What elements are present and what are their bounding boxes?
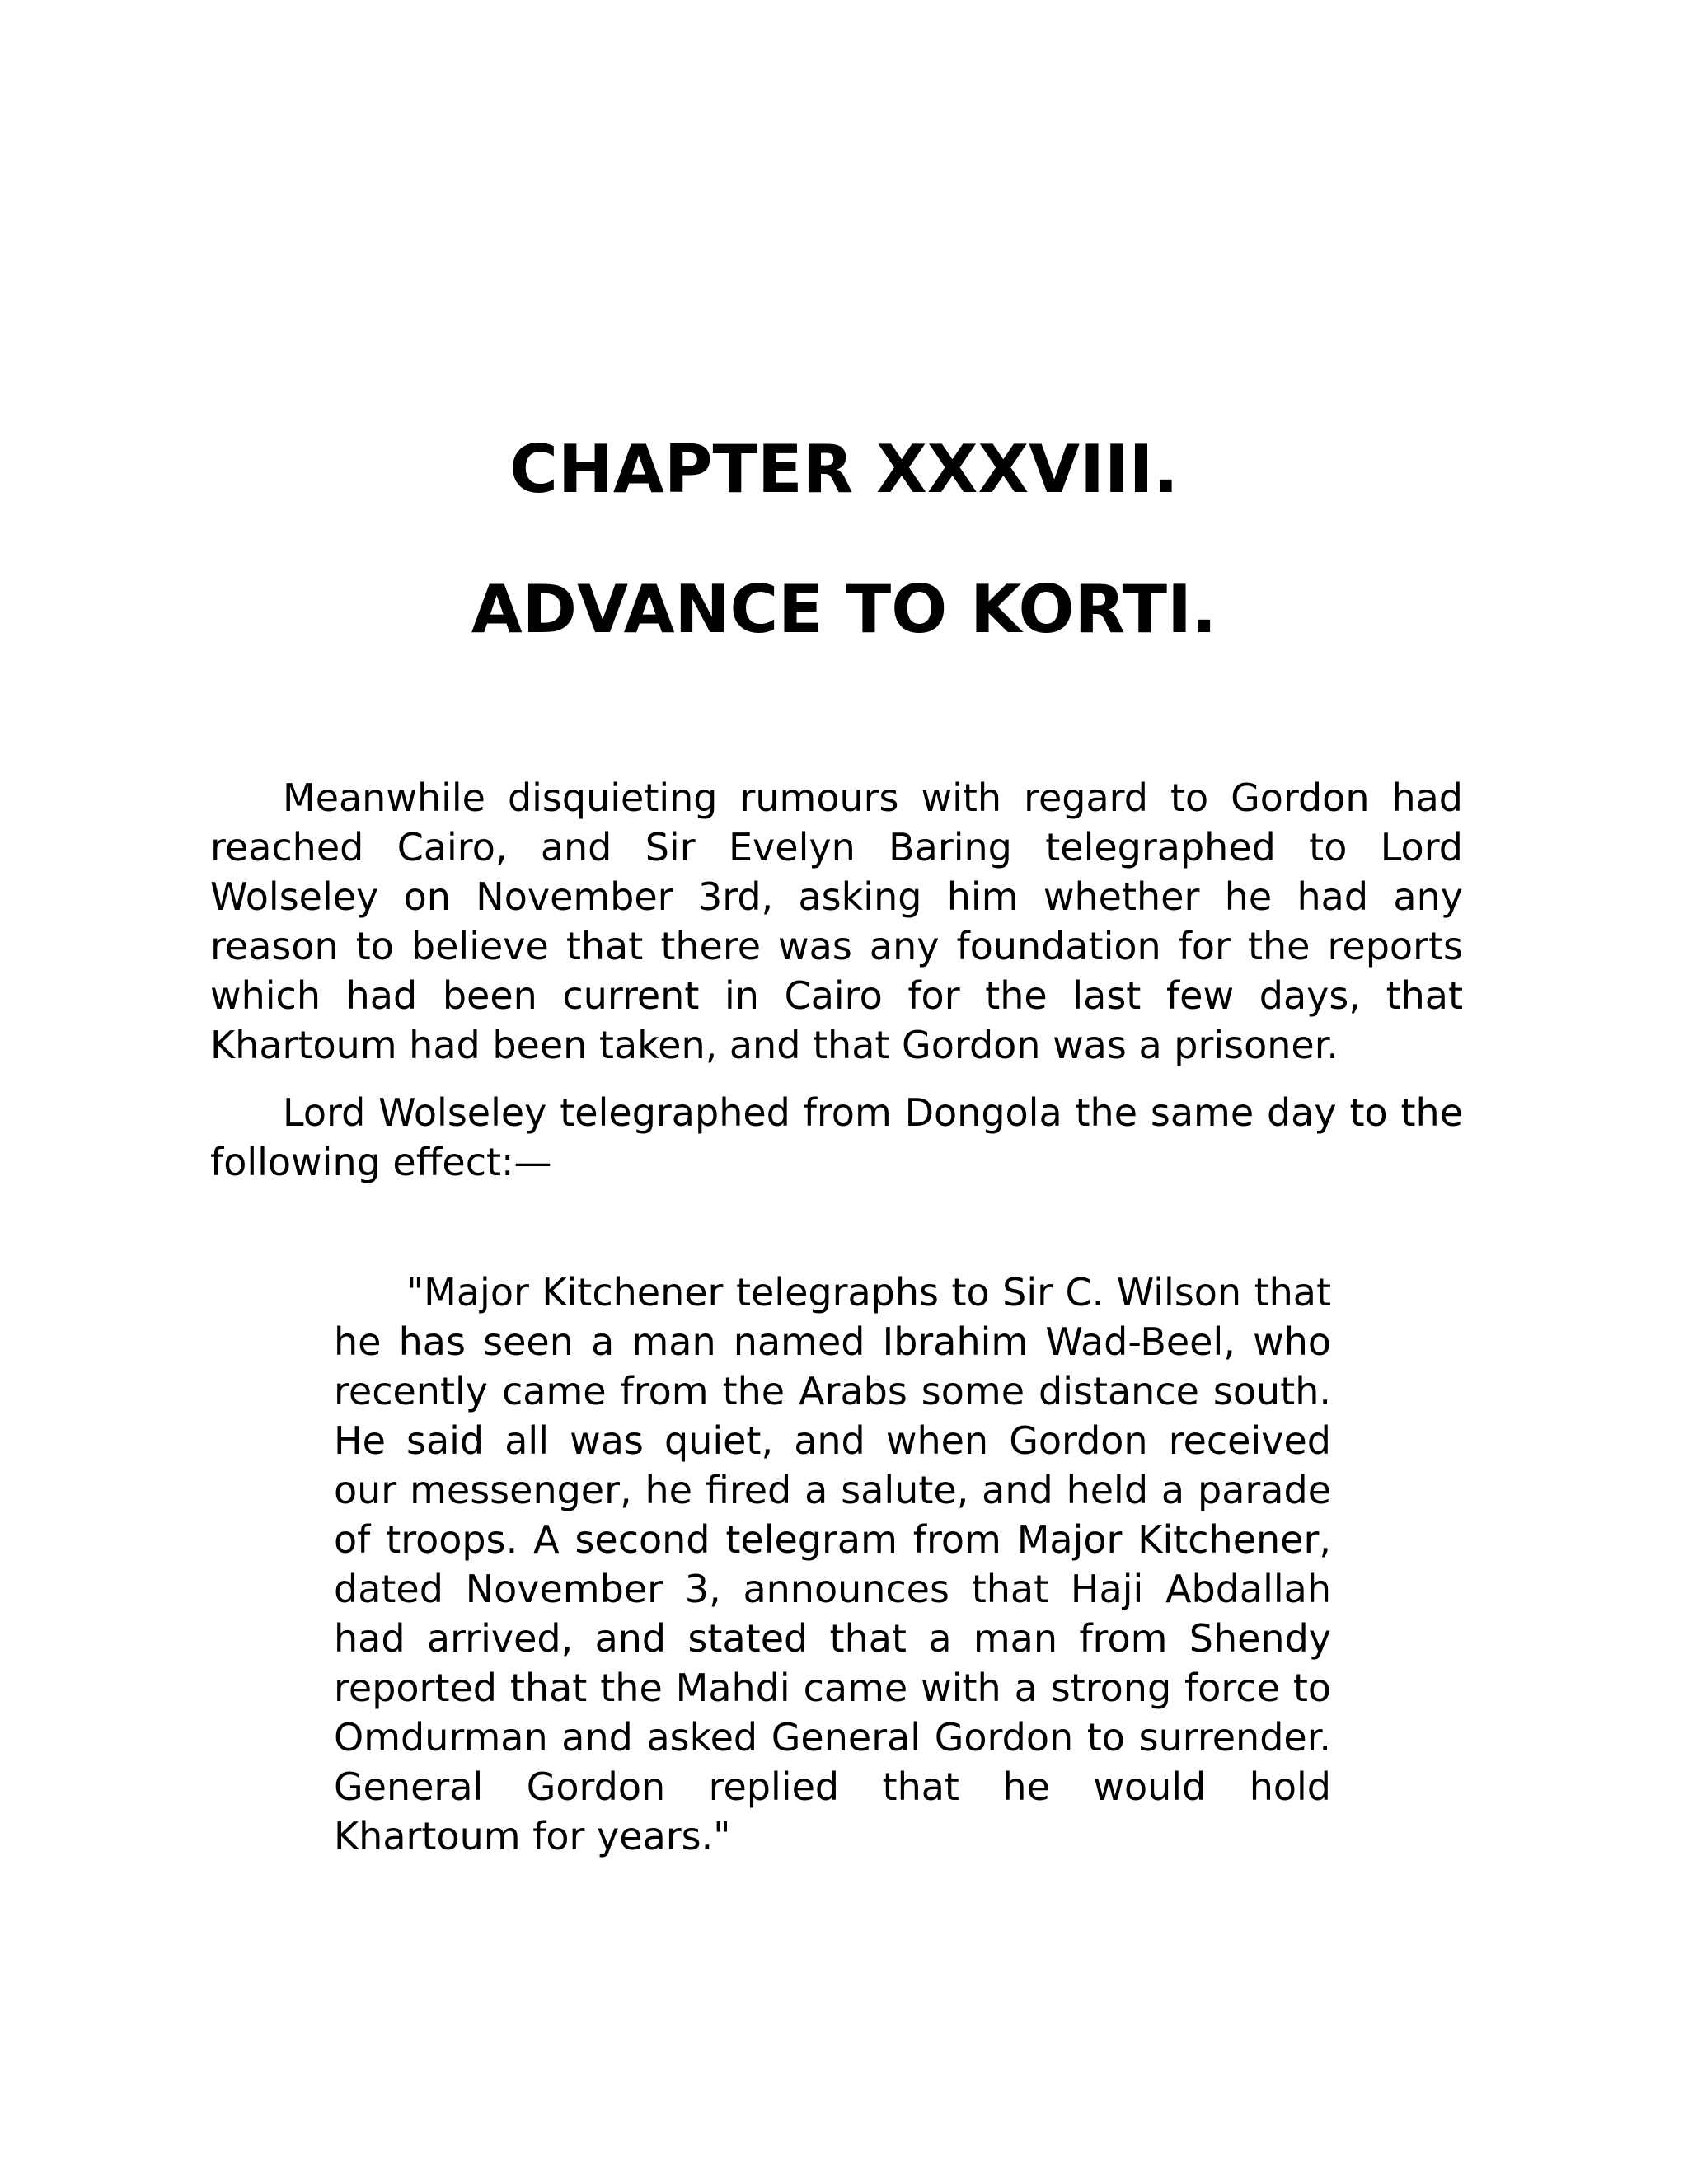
body-paragraph-1: Meanwhile disquieting rumours with regard to Gordon had reached Cairo, and Sir Evelyn Baring telegraphed to Lord Wolseley on November 3rd, asking him whether he had any reason to believe that there was any foundation for the reports which had been current in Cairo for the last few days, that Khartoum had been taken, and that Gordon was a prisoner. <box>210 776 1463 1067</box>
block-quote: "Major Kitchener telegraphs to Sir C. Wilson that he has seen a man named Ibrahim Wad-Beel, who recently came from the Arabs some distance south. He said all was quiet, and when Gordon received our messenger, he fired a salute, and held a parade of troops. A second telegram from Major Kitchener, dated November 3, announces that Haji Abdallah had arrived, and stated that a man from Shendy reported that the Mahdi came with a strong force to Omdurman and asked General Gordon to surrender. General Gordon replied that he would hold Khartoum for years." <box>334 1270 1331 1858</box>
body-paragraph-2: Lord Wolseley telegraphed from Dongola the same day to the following effect:— <box>210 1090 1463 1184</box>
chapter-title-heading: ADVANCE TO KORTI. <box>471 571 1217 648</box>
chapter-number-heading: CHAPTER XXXVIII. <box>509 431 1179 508</box>
